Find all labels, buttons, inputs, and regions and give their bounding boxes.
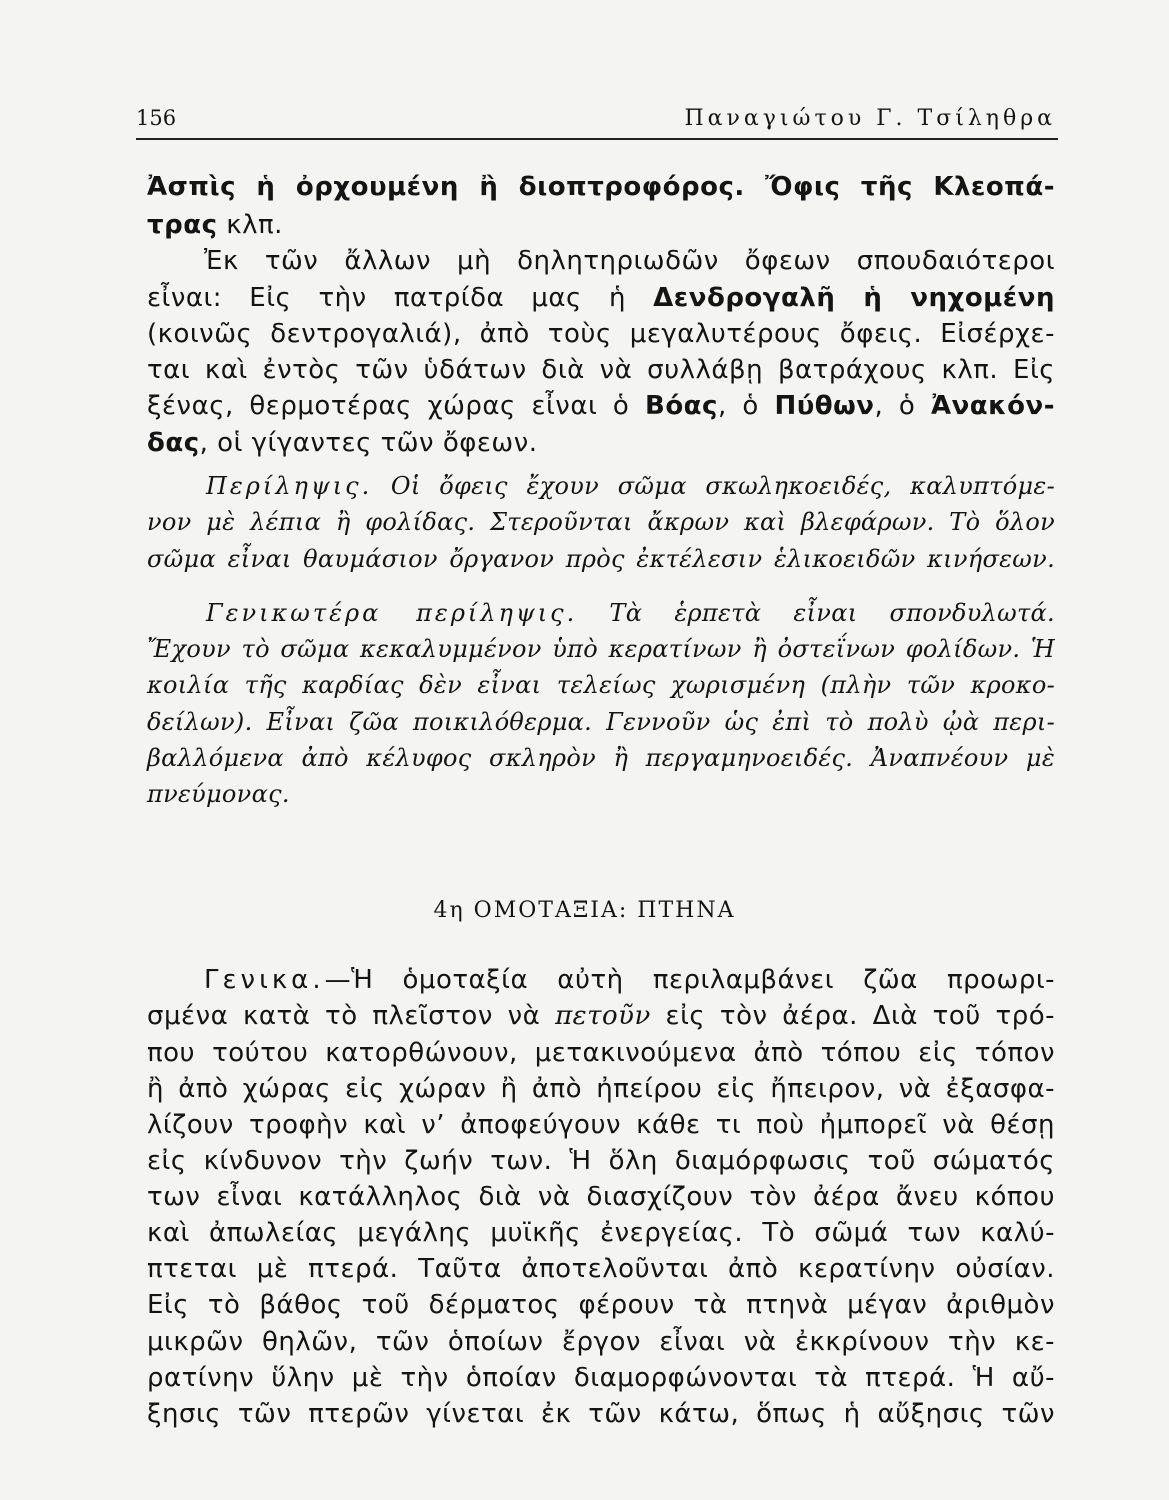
summary-line: Γενικωτέρα περίληψις. Τὰ ἑρπετὰ εἶναι σπονδυλωτά.: [206, 599, 1055, 627]
summary-line: σῶμα εἶναι θαυμάσιον ὄργανον πρὸς ἐκτέλεσιν ἑλικοειδῶν κινήσεων.: [147, 545, 1055, 573]
text-line: σμένα κατὰ τὸ πλεῖστον νὰ πετοῦν εἰς τὸν ἀέρα. Διὰ τοῦ τρό-: [147, 1001, 1055, 1031]
text-line: ξένας, θερμοτέρας χώρας εἶναι ὁ Βόας, ὁ Πύθων, ὁ Ἀνακόν-: [147, 391, 1055, 421]
section-heading: 4η ΟΜΟΤΑΞΙΑ: ΠΤΗΝΑ: [433, 898, 736, 923]
text-line: Ἐκ τῶν ἄλλων μὴ δηλητηριωδῶν ὄφεων σπουδαιότεροι: [204, 246, 1055, 276]
text-line: δας, οἱ γίγαντες τῶν ὄφεων.: [147, 428, 538, 458]
text-line: (κοινῶς δεντρογαλιά), ἀπὸ τοὺς μεγαλυτέρους ὄφεις. Εἰσέρχε-: [147, 319, 1055, 349]
text-line: ἢ ἀπὸ χώρας εἰς χώραν ἢ ἀπὸ ἠπείρου εἰς ἤπειρον, νὰ ἐξασφα-: [147, 1074, 1055, 1104]
text-line: εἰς κίνδυνον τὴν ζωήν των. Ἡ ὅλη διαμόρφωσις τοῦ σώματός: [147, 1146, 1055, 1176]
summary-line: νον μὲ λέπια ἢ φολίδας. Στεροῦνται ἄκρων καὶ βλεφάρων. Τὸ ὅλον: [147, 508, 1055, 536]
summary-line: Ἔχουν τὸ σῶμα κεκαλυμμένον ὑπὸ κερατίνων ἢ ὀστεΐνων φολίδων. Ἡ: [147, 635, 1055, 663]
summary-line: πνεύμονας.: [147, 780, 290, 808]
summary-line: Περίληψις. Οἱ ὄφεις ἔχουν σῶμα σκωληκοειδές, καλυπτόμε-: [206, 472, 1055, 500]
text-line: που τούτου κατορθώνουν, μετακινούμενα ἀπὸ τόπου εἰς τόπον: [147, 1038, 1055, 1068]
text-line: των εἶναι κατάλληλος διὰ νὰ διασχίζουν τὸν ἀέρα ἄνευ κόπου: [147, 1182, 1055, 1212]
text-line: Ἀσπὶς ἡ ὀρχουμένη ἢ διοπτροφόρος. Ὄφις τῆς Κλεοπά-: [147, 172, 1055, 202]
page-header: [136, 104, 1058, 140]
text-line: εἶναι: Εἰς τὴν πατρίδα μας ἡ Δενδρογαλῆ ἡ νηχομένη: [147, 283, 1056, 313]
text-line: ρατίνην ὕλην μὲ τὴν ὁποίαν διαμορφώνονται τὰ πτερά. Ἡ αὔ-: [147, 1363, 1055, 1393]
page-number: 156: [136, 106, 177, 130]
running-head-author: Παναγιώτου Γ. Τσίληθρα: [684, 106, 1056, 131]
summary-line: βαλλόμενα ἀπὸ κέλυφος σκληρὸν ἢ περγαμηνοειδές. Ἀναπνέουν μὲ: [147, 744, 1055, 772]
text-line: ται καὶ ἐντὸς τῶν ὑδάτων διὰ νὰ συλλάβῃ βατράχους κλπ. Εἰς: [147, 355, 1055, 385]
text-line: λίζουν τροφὴν καὶ ν’ ἀποφεύγουν κάθε τι ποὺ ἠμπορεῖ νὰ θέσῃ: [147, 1110, 1055, 1140]
text-line: Εἰς τὸ βάθος τοῦ δέρματος φέρουν τὰ πτηνὰ μέγαν ἀριθμὸν: [147, 1290, 1055, 1320]
text-line: τρας κλπ.: [147, 210, 283, 240]
text-line: πτεται μὲ πτερά. Ταῦτα ἀποτελοῦνται ἀπὸ κερατίνην οὐσίαν.: [147, 1254, 1055, 1284]
summary-line: δείλων). Εἶναι ζῶα ποικιλόθερμα. Γεννοῦν ὡς ἐπὶ τὸ πολὺ ᾠὰ περι-: [147, 708, 1055, 736]
text-line: ξησις τῶν πτερῶν γίνεται ἐκ τῶν κάτω, ὅπως ἡ αὔξησις τῶν: [147, 1399, 1055, 1429]
summary-line: κοιλία τῆς καρδίας δὲν εἶναι τελείως χωρισμένη (πλὴν τῶν κροκο-: [147, 671, 1055, 699]
text-line: Γενικα.—Ἡ ὁμοταξία αὐτὴ περιλαμβάνει ζῶα προωρι-: [204, 965, 1055, 995]
text-line: μικρῶν θηλῶν, τῶν ὁποίων ἔργον εἶναι νὰ ἐκκρίνουν τὴν κε-: [147, 1327, 1055, 1357]
text-line: καὶ ἀπωλείας μεγάλης μυϊκῆς ἐνεργείας. Τὸ σῶμά των καλύ-: [147, 1218, 1055, 1248]
